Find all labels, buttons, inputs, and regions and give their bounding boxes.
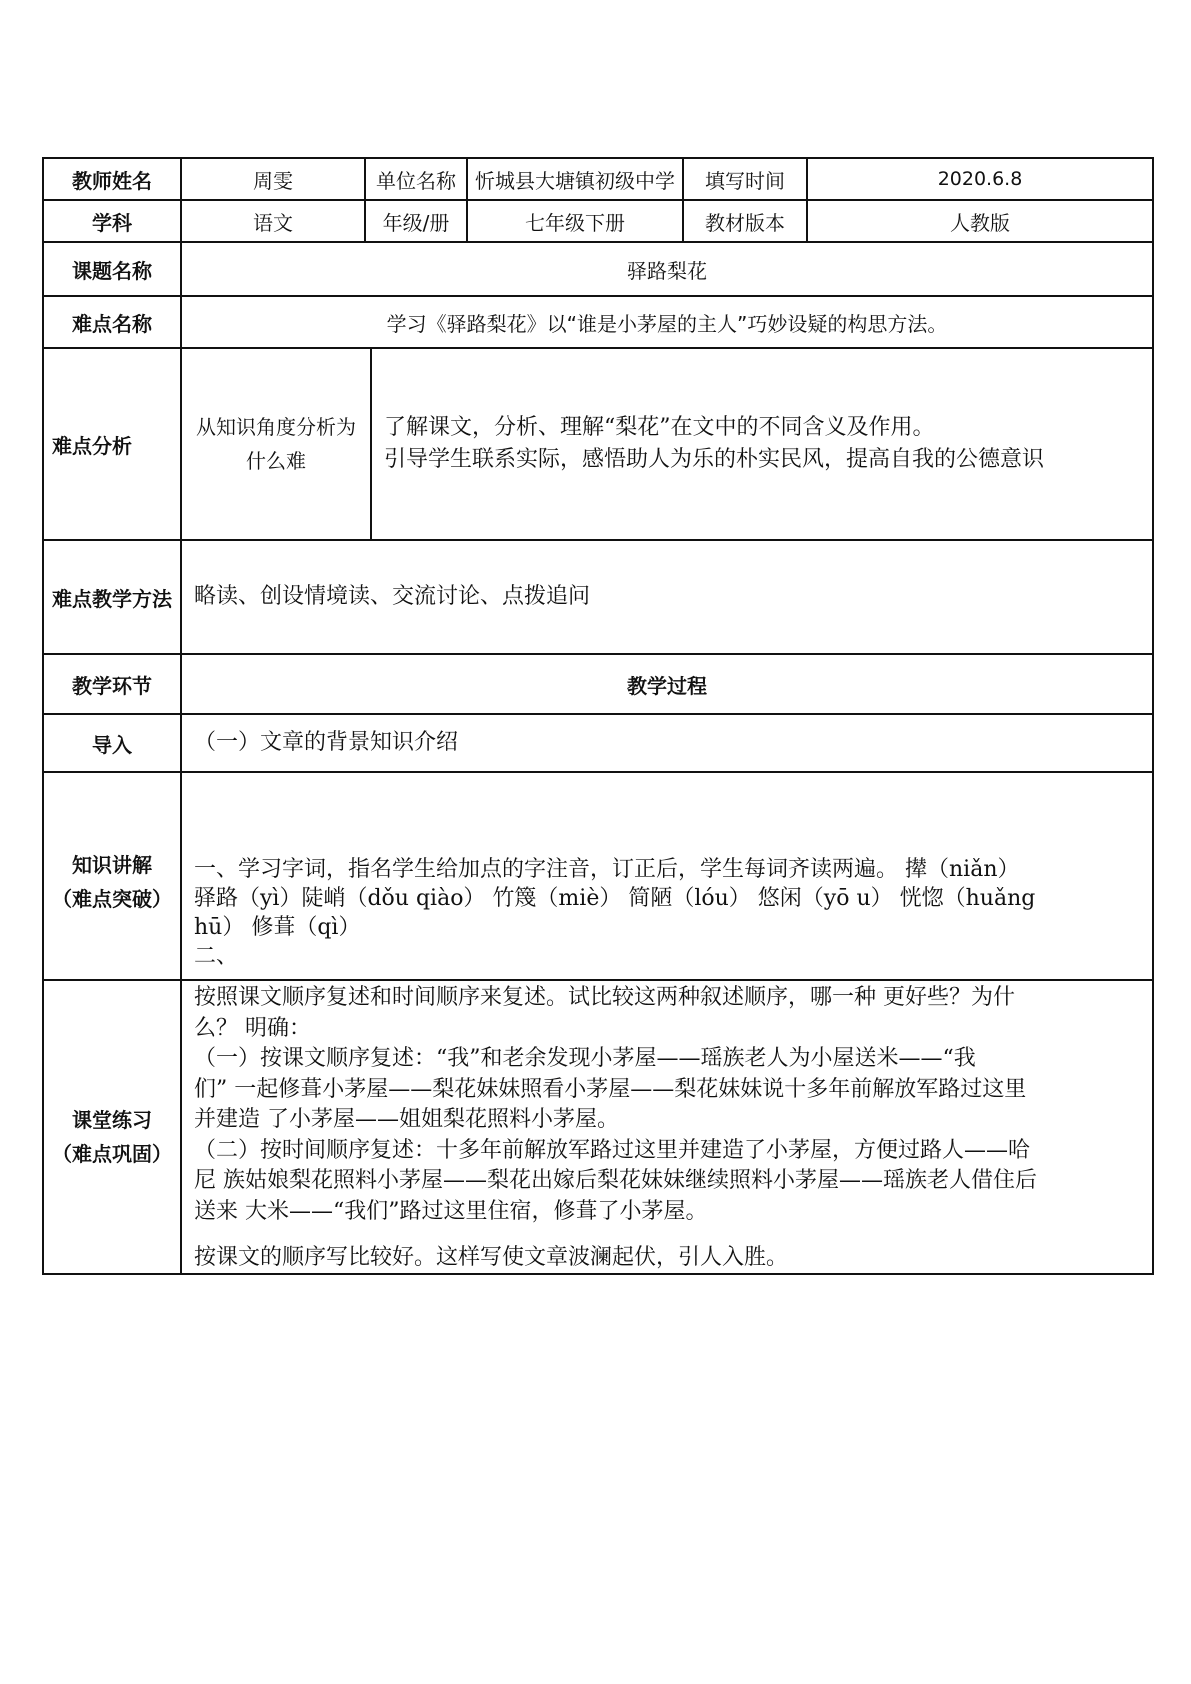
analysis-sublabel-line2: 什么难	[246, 449, 306, 473]
method-row	[42, 539, 1154, 653]
analysis-sublabel-line1: 从知识角度分析为	[196, 415, 356, 439]
practice-label	[44, 981, 180, 1273]
date-value: 2020.6.8	[806, 159, 1152, 199]
subject-value: 语文	[180, 201, 364, 241]
difficulty-value: 学习《驿路梨花》以“谁是小茅屋的主人”巧妙设疑的构思方法。	[180, 297, 1152, 347]
teacher-value: 周雯	[180, 159, 364, 199]
knowledge-line4: 二、	[194, 944, 239, 969]
header-row-1	[42, 157, 1154, 199]
method-content	[180, 541, 1152, 653]
practice-line2: 么？ 明确：	[194, 1015, 311, 1041]
topic-row	[42, 241, 1154, 295]
practice-line7: 尼 族姑娘梨花照料小茅屋——梨花出嫁后梨花妹妹继续照料小茅屋——瑶族老人借住后	[194, 1168, 1037, 1193]
analysis-line2: 引导学生联系实际，感悟助人为乐的朴实民风，提高自我的公德意识	[384, 447, 1045, 472]
topic-label: 课题名称	[72, 258, 152, 283]
practice-content	[180, 981, 1152, 1273]
intro-value: （一）文章的背景知识介绍	[194, 730, 459, 755]
knowledge-label-line2: （难点突破）	[52, 887, 172, 911]
intro-row	[42, 713, 1154, 771]
analysis-row	[42, 347, 1154, 539]
process-header-row	[42, 653, 1154, 713]
topic-value: 驿路梨花	[180, 243, 1152, 295]
header-row-2	[42, 199, 1154, 241]
method-value: 略读、创设情境读、交流讨论、点拨追问	[194, 584, 591, 609]
knowledge-line2: 驿路（yì）陡峭（dǒu qiào） 竹篾（miè） 简陋（lóu） 悠闲（yō u） 恍惚（huǎng	[194, 886, 1036, 911]
knowledge-line1: 一、学习字词，指名学生给加点的字注音，订正后，学生每词齐读两遍。 撵（niǎn）	[194, 857, 1020, 882]
practice-line4: 们” 一起修葺小茅屋——梨花妹妹照看小茅屋——梨花妹妹说十多年前解放军路过这里	[194, 1076, 1027, 1102]
process-label: 教学环节	[72, 673, 152, 698]
unit-value: 忻城县大塘镇初级中学	[466, 159, 682, 199]
knowledge-label	[44, 773, 180, 979]
practice-row	[42, 979, 1154, 1275]
practice-label-line2: （难点巩固）	[52, 1142, 172, 1166]
edition-value: 人教版	[806, 201, 1152, 241]
intro-content	[180, 715, 1152, 771]
practice-line1: 按照课文顺序复述和时间顺序来复述。试比较这两种叙述顺序，哪一种 更好些？为什	[194, 985, 1015, 1010]
grade-label: 年级/册	[364, 201, 466, 241]
knowledge-line3: hū） 修葺（qì）	[194, 915, 361, 940]
practice-label-line1: 课堂练习	[72, 1108, 152, 1132]
practice-line3: （一）按课文顺序复述：“我”和老余发现小茅屋——瑶族老人为小屋送米——“我	[194, 1046, 976, 1071]
knowledge-row	[42, 771, 1154, 979]
analysis-content	[370, 349, 1152, 539]
practice-line5: 并建造 了小茅屋——姐姐梨花照料小茅屋。	[194, 1107, 619, 1132]
practice-line8: 送来 大米——“我们”路过这里住宿，修葺了小茅屋。	[194, 1198, 708, 1224]
difficulty-row	[42, 295, 1154, 347]
lesson-plan-table	[42, 157, 1154, 1275]
analysis-label: 难点分析	[52, 433, 132, 458]
practice-line6: （二）按时间顺序复述：十多年前解放军路过这里并建造了小茅屋，方便过路人——哈	[194, 1137, 1031, 1163]
date-label: 填写时间	[682, 159, 806, 199]
analysis-line1: 了解课文，分析、理解“梨花”在文中的不同含义及作用。	[384, 415, 935, 440]
knowledge-label-line1: 知识讲解	[72, 853, 152, 877]
intro-label: 导入	[92, 732, 132, 757]
subject-label: 学科	[92, 210, 132, 235]
process-title: 教学过程	[180, 655, 1152, 713]
unit-label: 单位名称	[364, 159, 466, 199]
method-label: 难点教学方法	[52, 586, 172, 611]
grade-value: 七年级下册	[466, 201, 682, 241]
teacher-label: 教师姓名	[72, 168, 152, 193]
knowledge-content	[180, 773, 1152, 979]
analysis-sublabel	[180, 349, 370, 539]
difficulty-label: 难点名称	[72, 311, 152, 336]
edition-label: 教材版本	[682, 201, 806, 241]
practice-line9: 按课文的顺序写比较好。这样写使文章波澜起伏，引人入胜。	[194, 1244, 789, 1270]
